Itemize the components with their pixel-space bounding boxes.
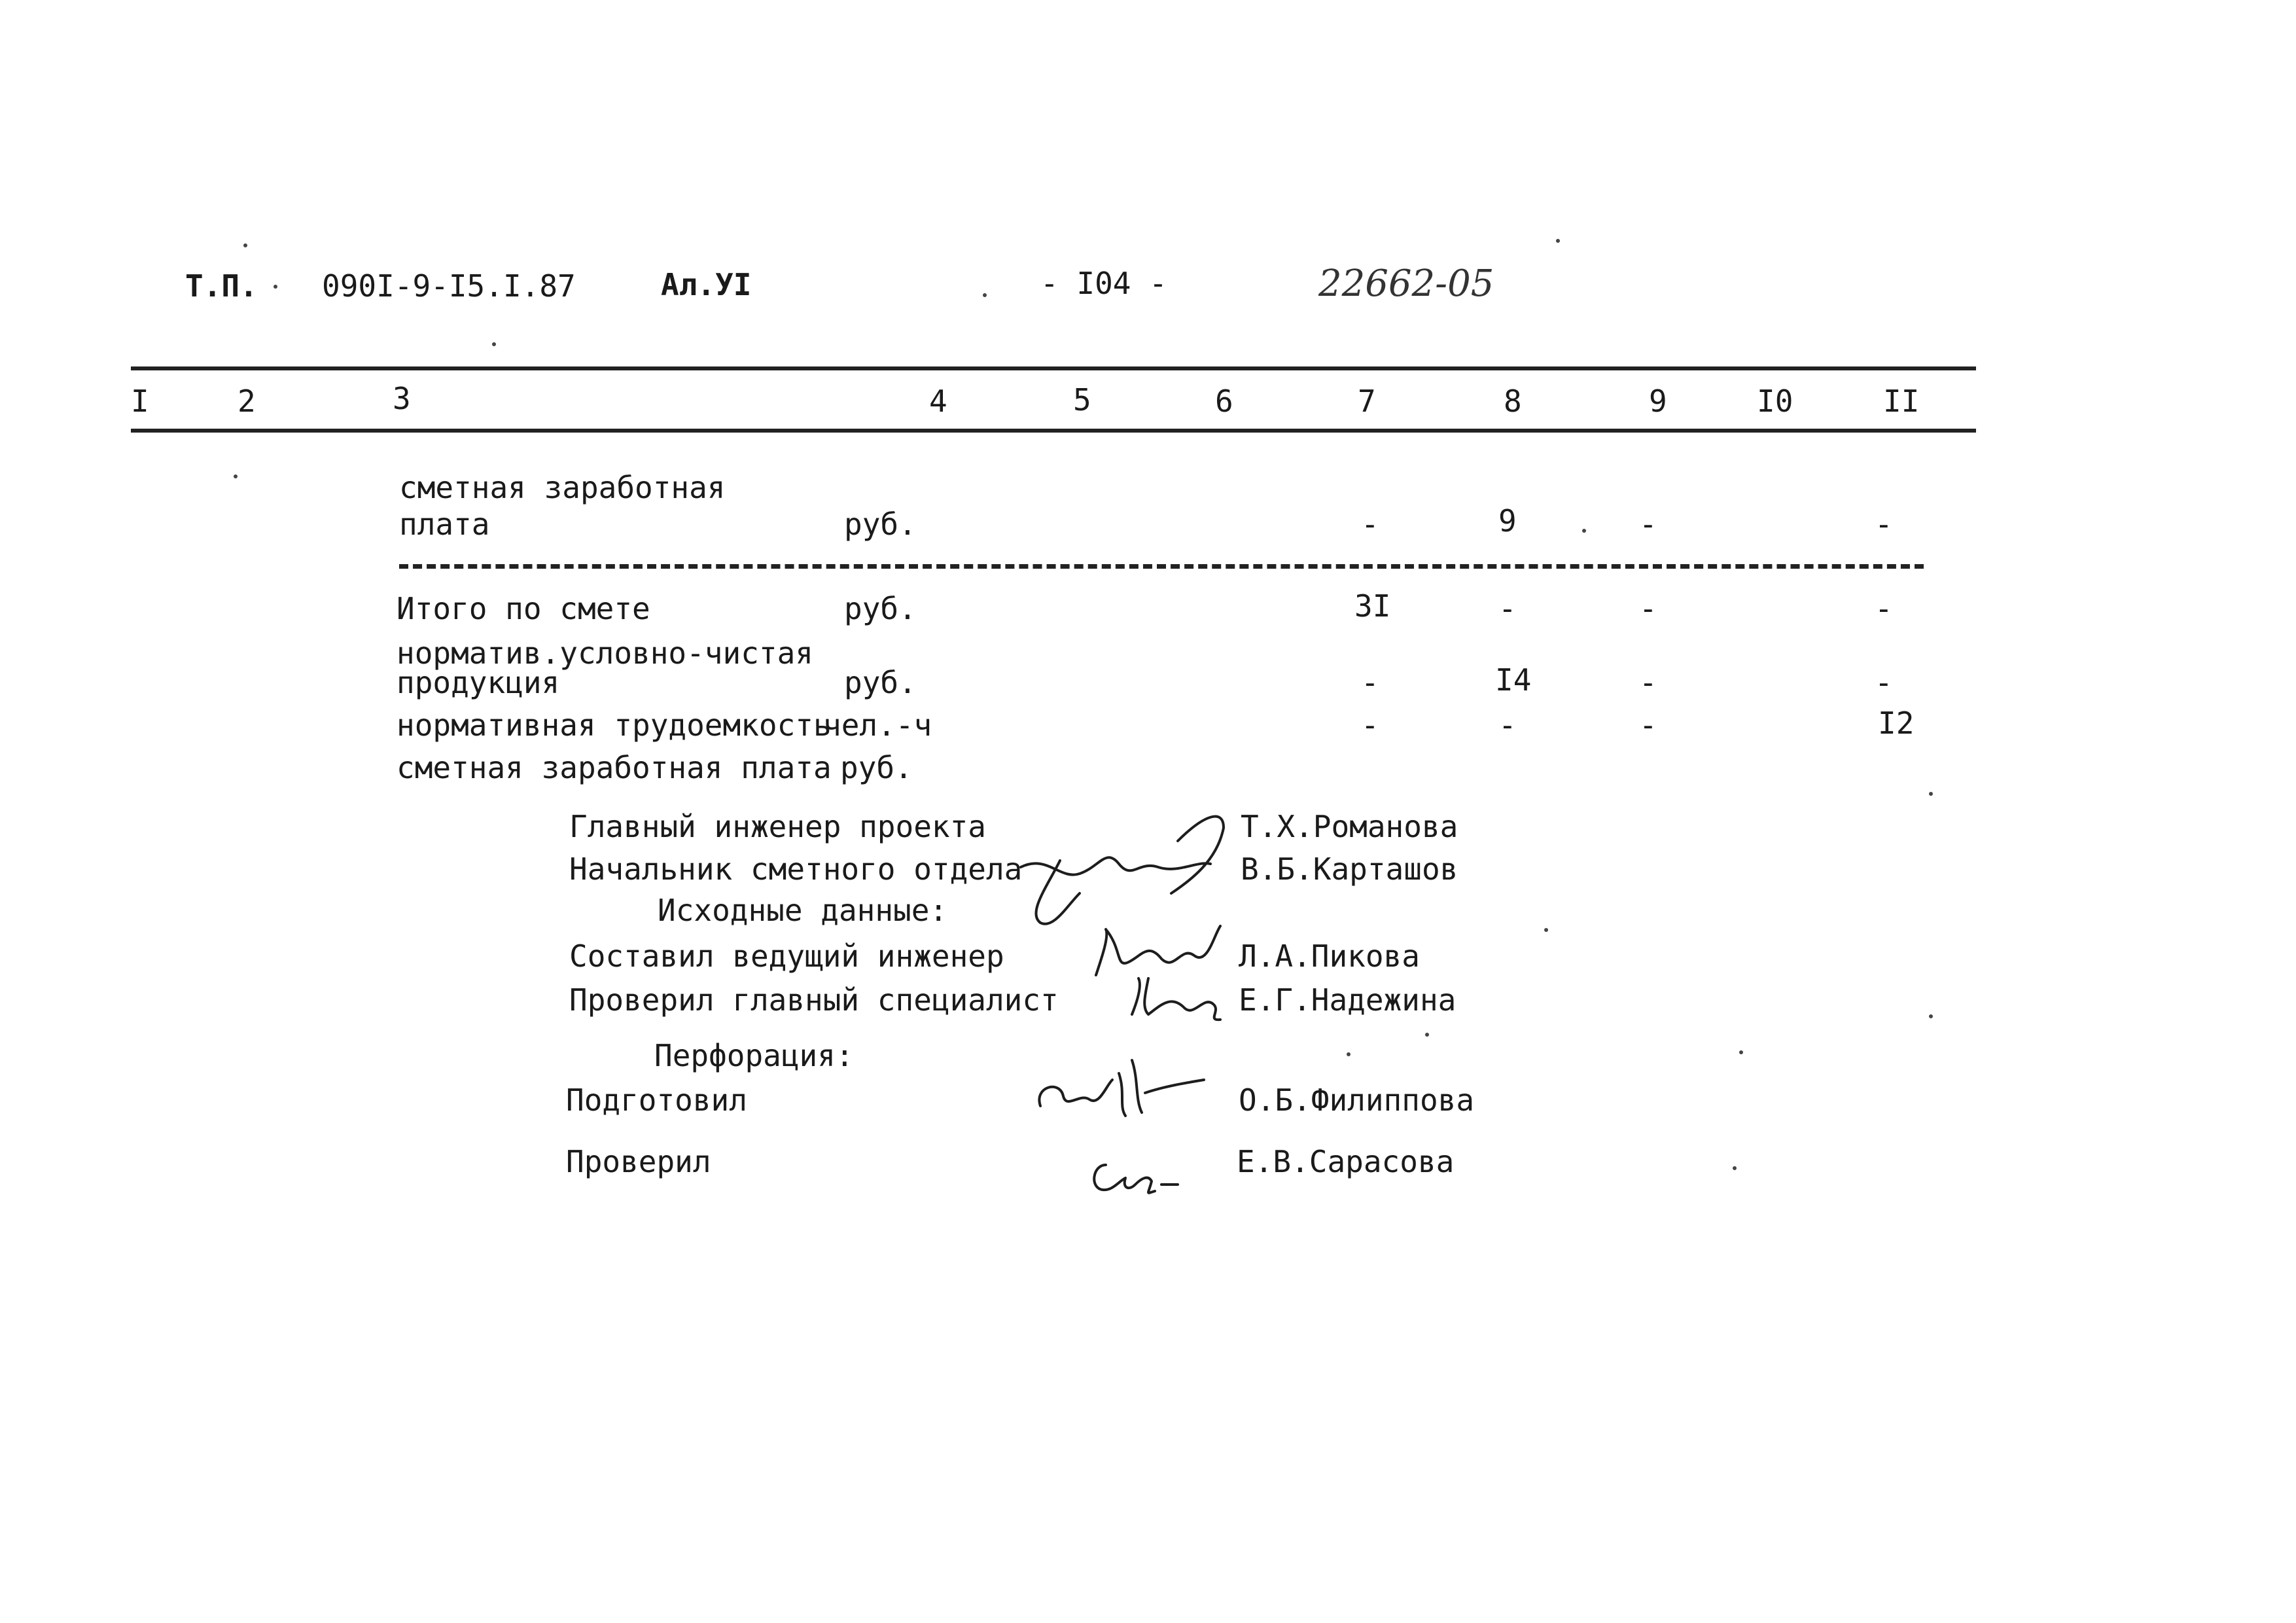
col-header-1: I [131, 383, 149, 419]
row-col7: - [1361, 507, 1379, 542]
row-col9: - [1639, 507, 1657, 542]
name-checked: Е.В.Сарасова [1237, 1144, 1455, 1179]
name-checked-specialist: Е.Г.Надежина [1239, 982, 1457, 1018]
archive-number: 22662-05 [1318, 262, 1494, 305]
row-col9: - [1639, 591, 1657, 626]
role-checked: Проверил [566, 1144, 711, 1179]
row-col8: I4 [1495, 662, 1532, 698]
col-header-11: II [1883, 383, 1920, 419]
row-col11: - [1875, 507, 1893, 542]
scan-speck [1582, 529, 1586, 533]
row-col8: - [1498, 707, 1517, 743]
row-name: сметная заработная плата [397, 750, 832, 785]
role-prepared: Подготовил [566, 1082, 747, 1118]
scan-speck [1544, 928, 1548, 932]
row-col7: - [1361, 707, 1379, 743]
row-col9: - [1639, 707, 1657, 743]
row-col8: - [1498, 591, 1517, 626]
role-checked-specialist: Проверил главный специалист [569, 982, 1059, 1018]
role-compiled-by: Составил ведущий инженер [569, 938, 1004, 974]
scan-speck [983, 293, 987, 297]
scan-speck [234, 474, 238, 478]
scan-speck [274, 285, 277, 289]
perforation-heading: Перфорация: [654, 1038, 854, 1073]
row-col8: 9 [1498, 503, 1517, 539]
signature-sarasova [1086, 1139, 1204, 1198]
row-name: Итого по смете [397, 591, 650, 626]
signature-nadezhina [1122, 969, 1240, 1027]
row-col7: 3I [1354, 588, 1391, 624]
row-name-line1: сметная заработная [399, 470, 726, 505]
dashed-separator [399, 564, 1924, 569]
name-prepared: О.Б.Филиппова [1239, 1082, 1475, 1118]
scan-speck [1347, 1052, 1351, 1056]
album-label: Ал.УI [661, 267, 752, 302]
row-name-line2: продукция [397, 665, 560, 700]
scan-speck [1733, 1166, 1737, 1170]
row-unit: руб. [844, 591, 917, 626]
table-header-rule [131, 429, 1976, 433]
scan-speck [1929, 1014, 1933, 1018]
col-header-4: 4 [929, 383, 947, 419]
source-data-heading: Исходные данные: [658, 893, 948, 928]
role-chief-engineer: Главный инженер проекта [569, 809, 986, 844]
row-unit: руб. [844, 665, 917, 700]
col-header-8: 8 [1504, 383, 1522, 419]
col-header-7: 7 [1358, 383, 1376, 419]
name-chief-engineer: Т.Х.Романова [1241, 809, 1458, 844]
doc-type-label: Т.П. [185, 268, 258, 304]
row-col11: - [1875, 591, 1893, 626]
col-header-2: 2 [238, 383, 256, 419]
col-header-5: 5 [1073, 382, 1091, 418]
row-name-line1: норматив.условно-чистая [397, 635, 813, 671]
col-header-9: 9 [1649, 383, 1667, 419]
row-unit: чел.-ч [823, 707, 932, 743]
row-unit: руб. [844, 507, 917, 542]
row-name-line2: плата [399, 507, 490, 542]
col-header-6: 6 [1215, 383, 1233, 419]
row-unit: руб. [840, 750, 913, 785]
row-col11: I2 [1878, 705, 1915, 741]
signature-filippova [1027, 1047, 1210, 1126]
page-number: - I04 - [1040, 266, 1167, 301]
project-code: 090I-9-I5.I.87 [322, 268, 576, 304]
scan-speck [1929, 792, 1933, 796]
scan-speck [492, 342, 496, 346]
row-name: нормативная трудоемкость [397, 707, 832, 743]
scan-speck [1739, 1050, 1743, 1054]
col-header-3: 3 [393, 381, 411, 416]
table-top-rule [131, 366, 1976, 370]
name-compiled-by: Л.А.Пикова [1239, 938, 1420, 974]
row-col11: - [1875, 665, 1893, 700]
col-header-10: I0 [1757, 383, 1793, 419]
scan-speck [243, 243, 247, 247]
row-col7: - [1361, 665, 1379, 700]
name-head-estimates: В.Б.Карташов [1241, 851, 1458, 887]
scan-speck [1556, 239, 1560, 243]
role-head-estimates: Начальник сметного отдела [569, 851, 1023, 887]
scan-speck [1425, 1033, 1429, 1037]
row-col9: - [1639, 665, 1657, 700]
